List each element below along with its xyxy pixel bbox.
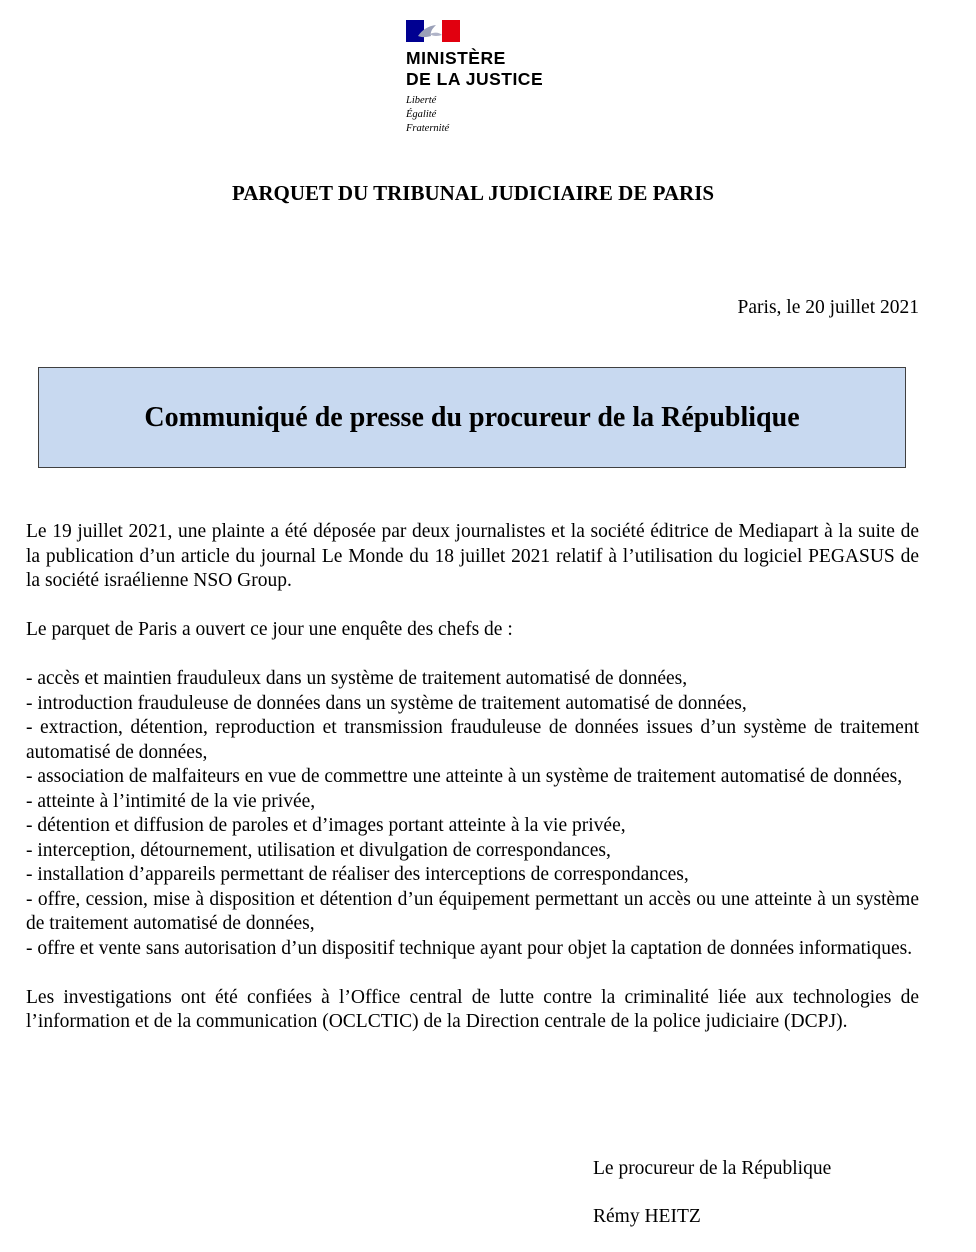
signature-title: Le procureur de la République (593, 1158, 832, 1179)
republic-motto (406, 94, 606, 136)
intro-paragraph: Le 19 juillet 2021, une plainte a été déposée par deux journalistes et la société éditrice de Mediapart à la suite de la publication d’un article du journal Le Monde du 18 juillet 2021 relatif à l’utilisation du logiciel PEGASUS de la société israélienne NSO Group. (26, 521, 919, 591)
ministry-line-1: MINISTÈRE (406, 48, 506, 68)
charge-item: - extraction, détention, reproduction et transmission frauduleuse de données issues d’un système de traitement automatisé de données, (26, 717, 919, 763)
signature-name: Rémy HEITZ (593, 1206, 701, 1227)
inquiry-intro: Le parquet de Paris a ouvert ce jour une enquête des chefs de : (26, 619, 513, 640)
document-body (26, 520, 919, 1035)
investigation-paragraph: Les investigations ont été confiées à l’Office central de lutte contre la criminalité liée aux technologies de l’information et de la communication (OCLCTIC) de la Direction centrale de la police judiciaire (DCPJ). (26, 986, 919, 1032)
charge-item: - installation d’appareils permettant de réaliser des interceptions de correspondances, (26, 864, 689, 885)
charge-item: - interception, détournement, utilisation et divulgation de correspondances, (26, 839, 611, 861)
charge-item: - offre et vente sans autorisation d’un dispositif technique ayant pour objet la captation de données informatiques. (26, 937, 913, 959)
motto-egalite: Égalité (406, 109, 437, 120)
headline-box (38, 367, 906, 468)
press-release-title: Communiqué de presse du procureur de la République (144, 401, 800, 433)
ministry-name (406, 48, 606, 90)
ministry-line-2: DE LA JUSTICE (406, 69, 544, 89)
charge-item: - association de malfaiteurs en vue de commettre une atteinte à un système de traitement automatisé de données, (26, 766, 903, 787)
charge-item: - offre, cession, mise à disposition et détention d’un équipement permettant un accès ou une atteinte à un système de traitement automatisé de données, (26, 888, 919, 934)
marianne-flag-icon (406, 20, 460, 42)
charge-item: - introduction frauduleuse de données dans un système de traitement automatisé de données, (26, 692, 747, 714)
ministry-logo (406, 20, 606, 136)
office-heading: PARQUET DU TRIBUNAL JUDICIAIRE DE PARIS (231, 181, 715, 205)
charge-item: - détention et diffusion de paroles et d’images portant atteinte à la vie privée, (26, 815, 626, 836)
motto-liberte: Liberté (406, 95, 437, 106)
charge-item: - atteinte à l’intimité de la vie privée, (26, 790, 316, 812)
motto-fraternite: Fraternité (406, 123, 450, 134)
charge-item: - accès et maintien frauduleux dans un système de traitement automatisé de données, (26, 668, 688, 689)
document-date: Paris, le 20 juillet 2021 (737, 297, 919, 318)
